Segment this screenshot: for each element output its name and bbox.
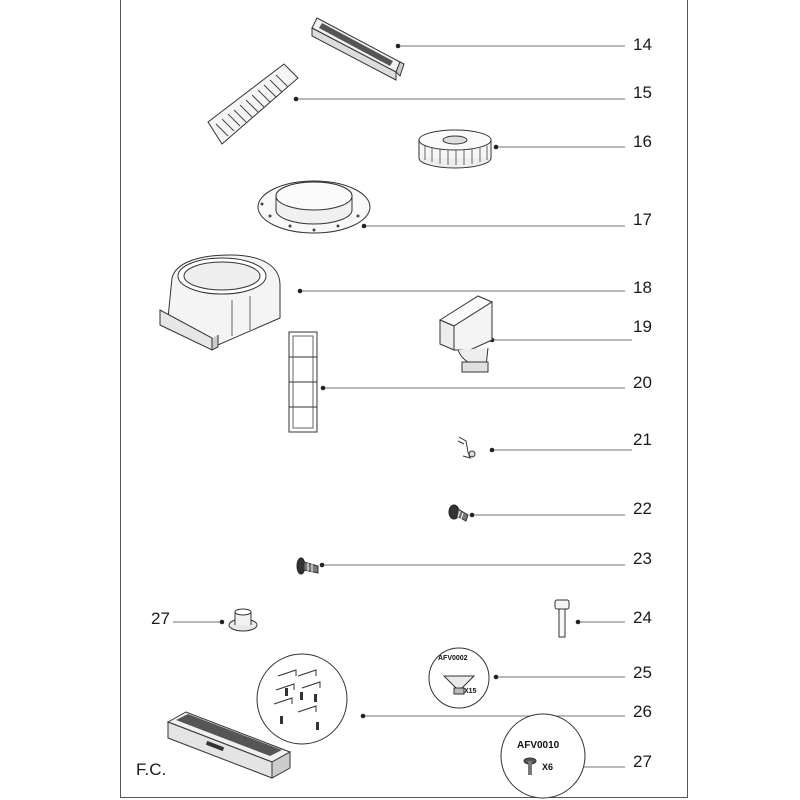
callout-25: 25 bbox=[633, 663, 652, 682]
part-14-filter-cassette bbox=[312, 18, 404, 80]
part-27-grommet bbox=[229, 609, 257, 631]
leader-dots bbox=[220, 44, 581, 770]
badge-27-code: AFV0010 bbox=[517, 740, 560, 751]
callout-24: 24 bbox=[633, 608, 652, 627]
badge-25-qty: X15 bbox=[464, 688, 477, 695]
callout-22: 22 bbox=[633, 499, 652, 518]
leader-lines bbox=[173, 46, 632, 767]
part-19-outlet-adapter bbox=[440, 296, 492, 372]
part-18-blower-housing bbox=[160, 255, 280, 350]
part-24-pin bbox=[555, 600, 569, 637]
callout-18: 18 bbox=[633, 278, 652, 297]
callout-16: 16 bbox=[633, 132, 652, 151]
badge-25-code: AFV0002 bbox=[438, 655, 468, 662]
part-16-fan-wheel bbox=[419, 130, 491, 168]
part-27-hardware-badge bbox=[501, 714, 585, 798]
callout-21: 21 bbox=[633, 430, 652, 449]
part-22-bolt bbox=[449, 505, 468, 521]
callout-19: 19 bbox=[633, 317, 652, 336]
callout-14: 14 bbox=[633, 35, 652, 54]
part-21-clip bbox=[458, 437, 475, 458]
callout-15: 15 bbox=[633, 83, 652, 102]
corner-label: F.C. bbox=[136, 760, 167, 779]
callout-27-right: 27 bbox=[633, 752, 652, 771]
part-17-ring-flange bbox=[258, 181, 370, 233]
callout-23: 23 bbox=[633, 549, 652, 568]
callout-26: 26 bbox=[633, 702, 652, 721]
part-23-bolt bbox=[297, 558, 318, 574]
callout-17: 17 bbox=[633, 210, 652, 229]
part-26-hook-kit bbox=[257, 654, 347, 744]
callout-20: 20 bbox=[633, 373, 652, 392]
badge-27-qty: X6 bbox=[542, 762, 554, 772]
part-20-filter-frame bbox=[289, 332, 317, 432]
part-15-grille-panel bbox=[208, 64, 298, 144]
callout-27-left: 27 bbox=[151, 609, 170, 628]
